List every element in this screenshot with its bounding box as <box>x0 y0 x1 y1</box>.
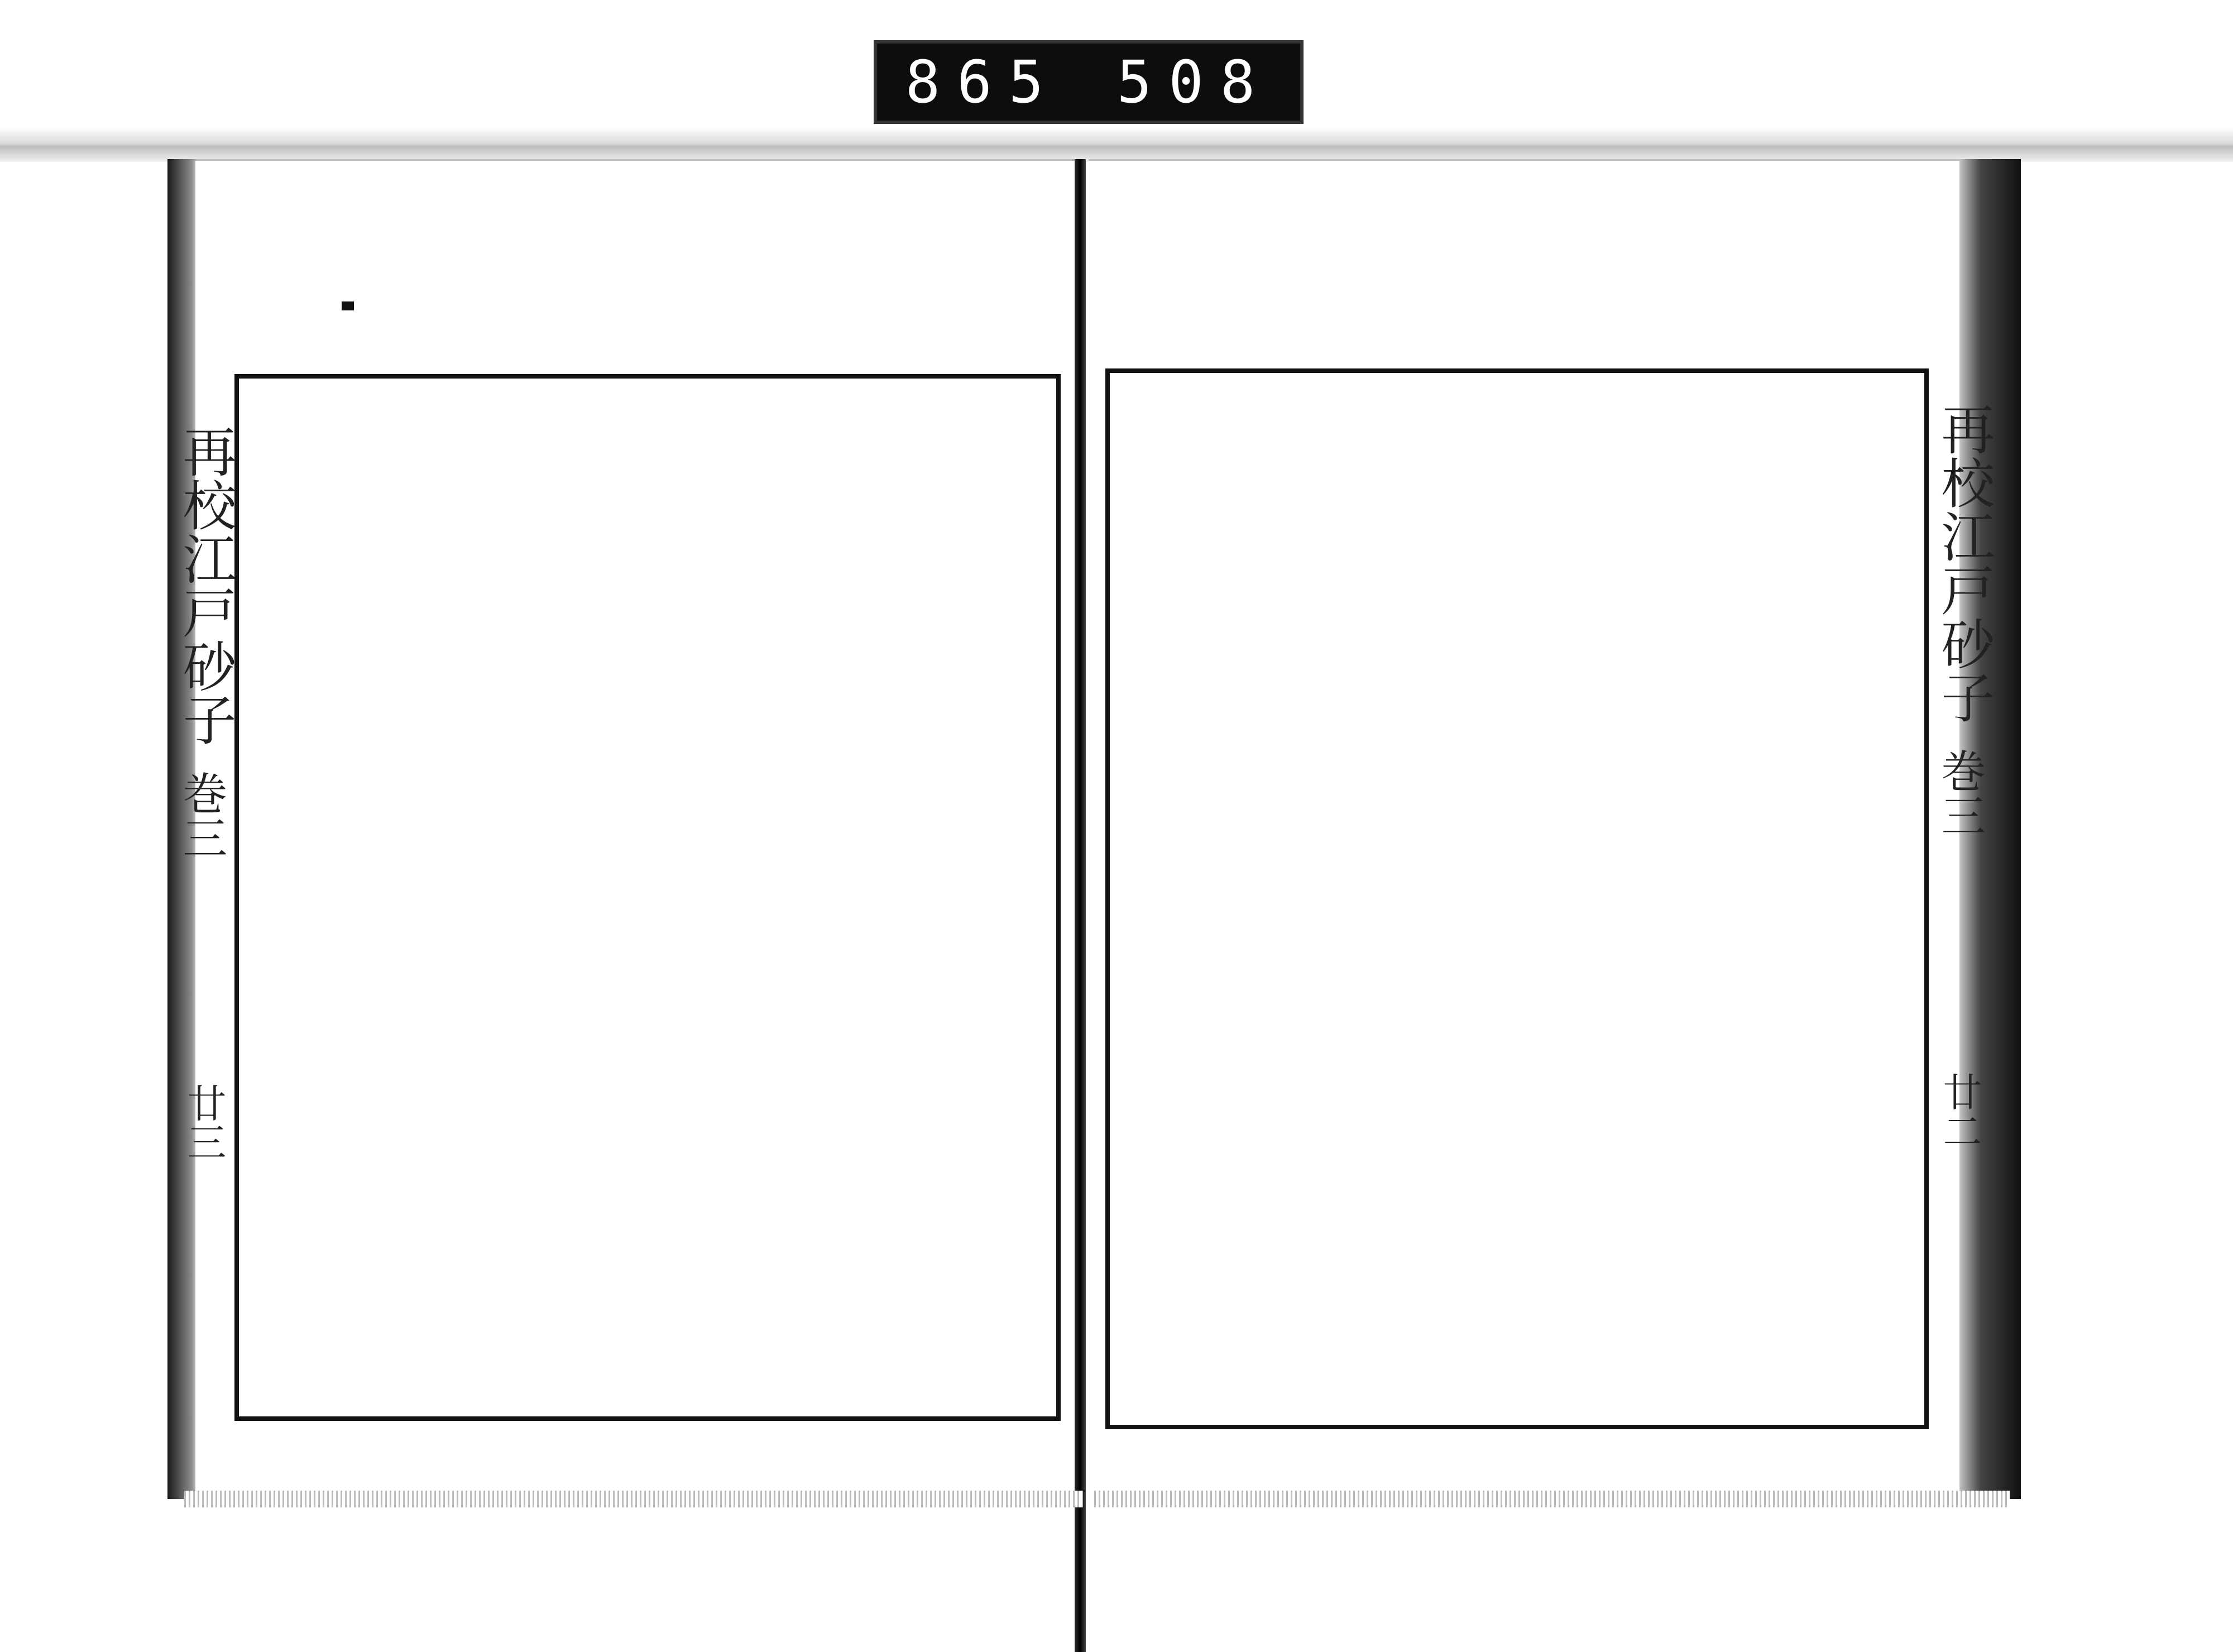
left-text-frame <box>234 374 1061 1421</box>
right-margin-volume: 巻三 <box>1934 748 1986 837</box>
left-page-number: 廿三 <box>181 1083 227 1161</box>
scanner-band <box>0 128 2233 162</box>
left-margin-title: 再校江戸砂子 <box>174 424 237 746</box>
right-page-number: 廿二 <box>1937 1072 1982 1150</box>
ink-spot <box>342 301 354 310</box>
right-margin-title: 再校江戸砂子 <box>1933 402 1995 724</box>
right-text-frame <box>1105 368 1929 1429</box>
page-stack-right <box>1094 1491 2010 1507</box>
counter-left: 865 <box>905 48 1061 116</box>
counter-right: 508 <box>1116 48 1272 116</box>
frame-counter <box>874 40 1304 124</box>
page-stack-left <box>184 1491 1083 1507</box>
left-margin-volume: 巻三 <box>175 770 227 860</box>
book-gutter <box>1075 159 1086 1652</box>
